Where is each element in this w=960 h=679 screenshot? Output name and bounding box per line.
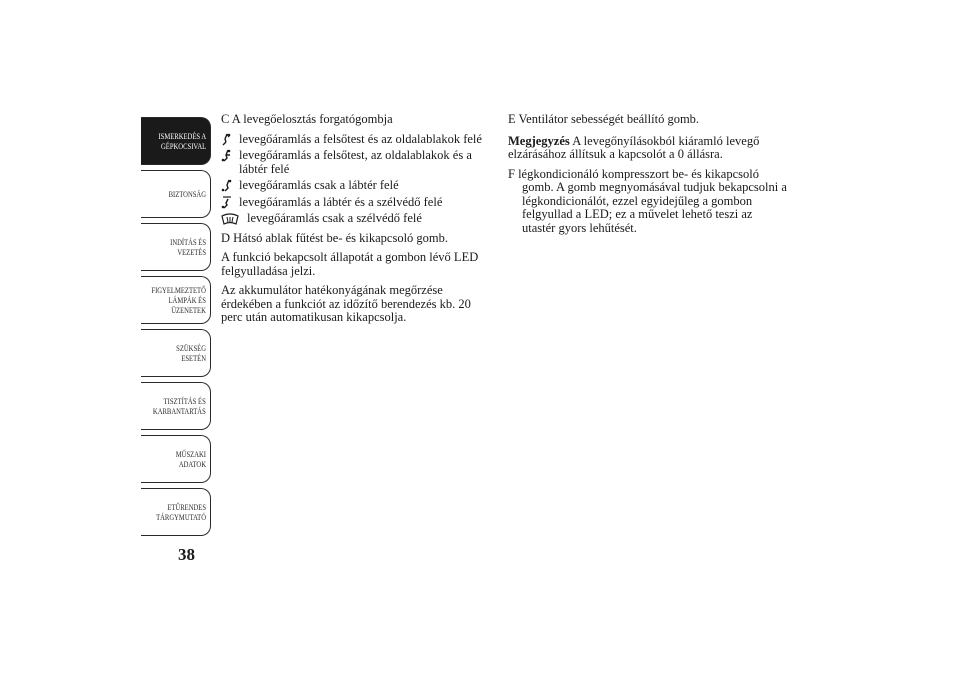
- right-column: [508, 113, 788, 241]
- tab-inditas[interactable]: [141, 223, 211, 271]
- tab-label: MŰSZAKI ADATOK: [175, 449, 206, 469]
- tab-tisztitas[interactable]: [141, 382, 211, 430]
- item-text: levegőáramlás csak a szélvédő felé: [247, 211, 422, 225]
- tab-label: FIGYELMEZTETŐ LÁMPÁK ÉS ÜZENETEK: [151, 285, 206, 315]
- list-item: [221, 133, 491, 147]
- tab-label: TISZTÍTÁS ÉS KARBANTARTÁS: [153, 396, 206, 416]
- tab-ismerkedes[interactable]: [141, 117, 211, 165]
- item-f: F légkondicionáló kompresszort be- és kikapcsoló gomb. A gomb megnyomásával tudjuk bekapcsolni a légkondicionálót, ezzel egyidejűleg a gombon felgyullad a LED; ez a művelet lehető teszi az utastér gyors lehűtését.: [508, 166, 787, 235]
- item-text: levegőáramlás a lábtér és a szélvédő felé: [239, 194, 443, 209]
- item-e: E Ventilátor sebességét beállító gomb.: [508, 112, 700, 126]
- paragraph-battery: Az akkumulátor hatékonyágának megőrzése érdekében a funkciót az időzítő berendezés kb. 20 perc után automatikusan kikapcsolja.: [221, 283, 471, 324]
- heading-c: C A levegőelosztás forgatógombja: [221, 112, 393, 126]
- paragraph-led: A funkció bekapcsolt állapotát a gombon lévő LED felgyulladása jelzi.: [221, 250, 479, 278]
- list-item: [221, 179, 491, 193]
- list-item: [221, 212, 491, 226]
- tab-szukseg[interactable]: [141, 329, 211, 377]
- page-number: 38: [178, 545, 195, 564]
- airflow-upper-feet-icon: [221, 149, 239, 162]
- tab-label: BIZTONSÁG: [168, 189, 206, 199]
- tab-label: INDÍTÁS ÉS VEZETÉS: [170, 237, 206, 257]
- airflow-feet-windshield-icon: [221, 196, 239, 209]
- tab-biztonsag[interactable]: [141, 170, 211, 218]
- item-text: levegőáramlás csak a lábtér felé: [239, 178, 399, 192]
- tab-label: SZÜKSÉG ESETÉN: [176, 343, 206, 363]
- tab-muszaki[interactable]: [141, 435, 211, 483]
- list-item: [221, 149, 491, 176]
- tab-label: ETŰRENDES TÁRGYMUTATÓ: [156, 502, 206, 522]
- tab-label: ISMERKEDÉS A GÉPKOCSIVAL: [158, 131, 206, 151]
- tab-figyelmezteto[interactable]: [141, 276, 211, 324]
- heading-d: D Hátsó ablak fűtést be- és kikapcsoló gomb.: [221, 230, 449, 245]
- item-text: levegőáramlás a felsőtest és az oldalablakok felé: [239, 131, 482, 146]
- airflow-feet-icon: [221, 179, 239, 192]
- tab-targymutato[interactable]: [141, 488, 211, 536]
- section-tabs: [141, 117, 211, 541]
- note-text: A levegőnyílásokból kiáramló levegő elzárásához állítsuk a kapcsolót a 0 állásra.: [508, 133, 760, 161]
- airflow-upper-icon: [221, 133, 239, 146]
- note-label: Megjegyzés: [508, 133, 570, 148]
- list-item: [221, 196, 491, 210]
- item-text: levegőáramlás a felsőtest, az oldalablakok és a lábtér felé: [239, 148, 472, 176]
- windshield-defrost-icon: [221, 212, 247, 225]
- note: [508, 135, 788, 162]
- left-column: [221, 113, 491, 331]
